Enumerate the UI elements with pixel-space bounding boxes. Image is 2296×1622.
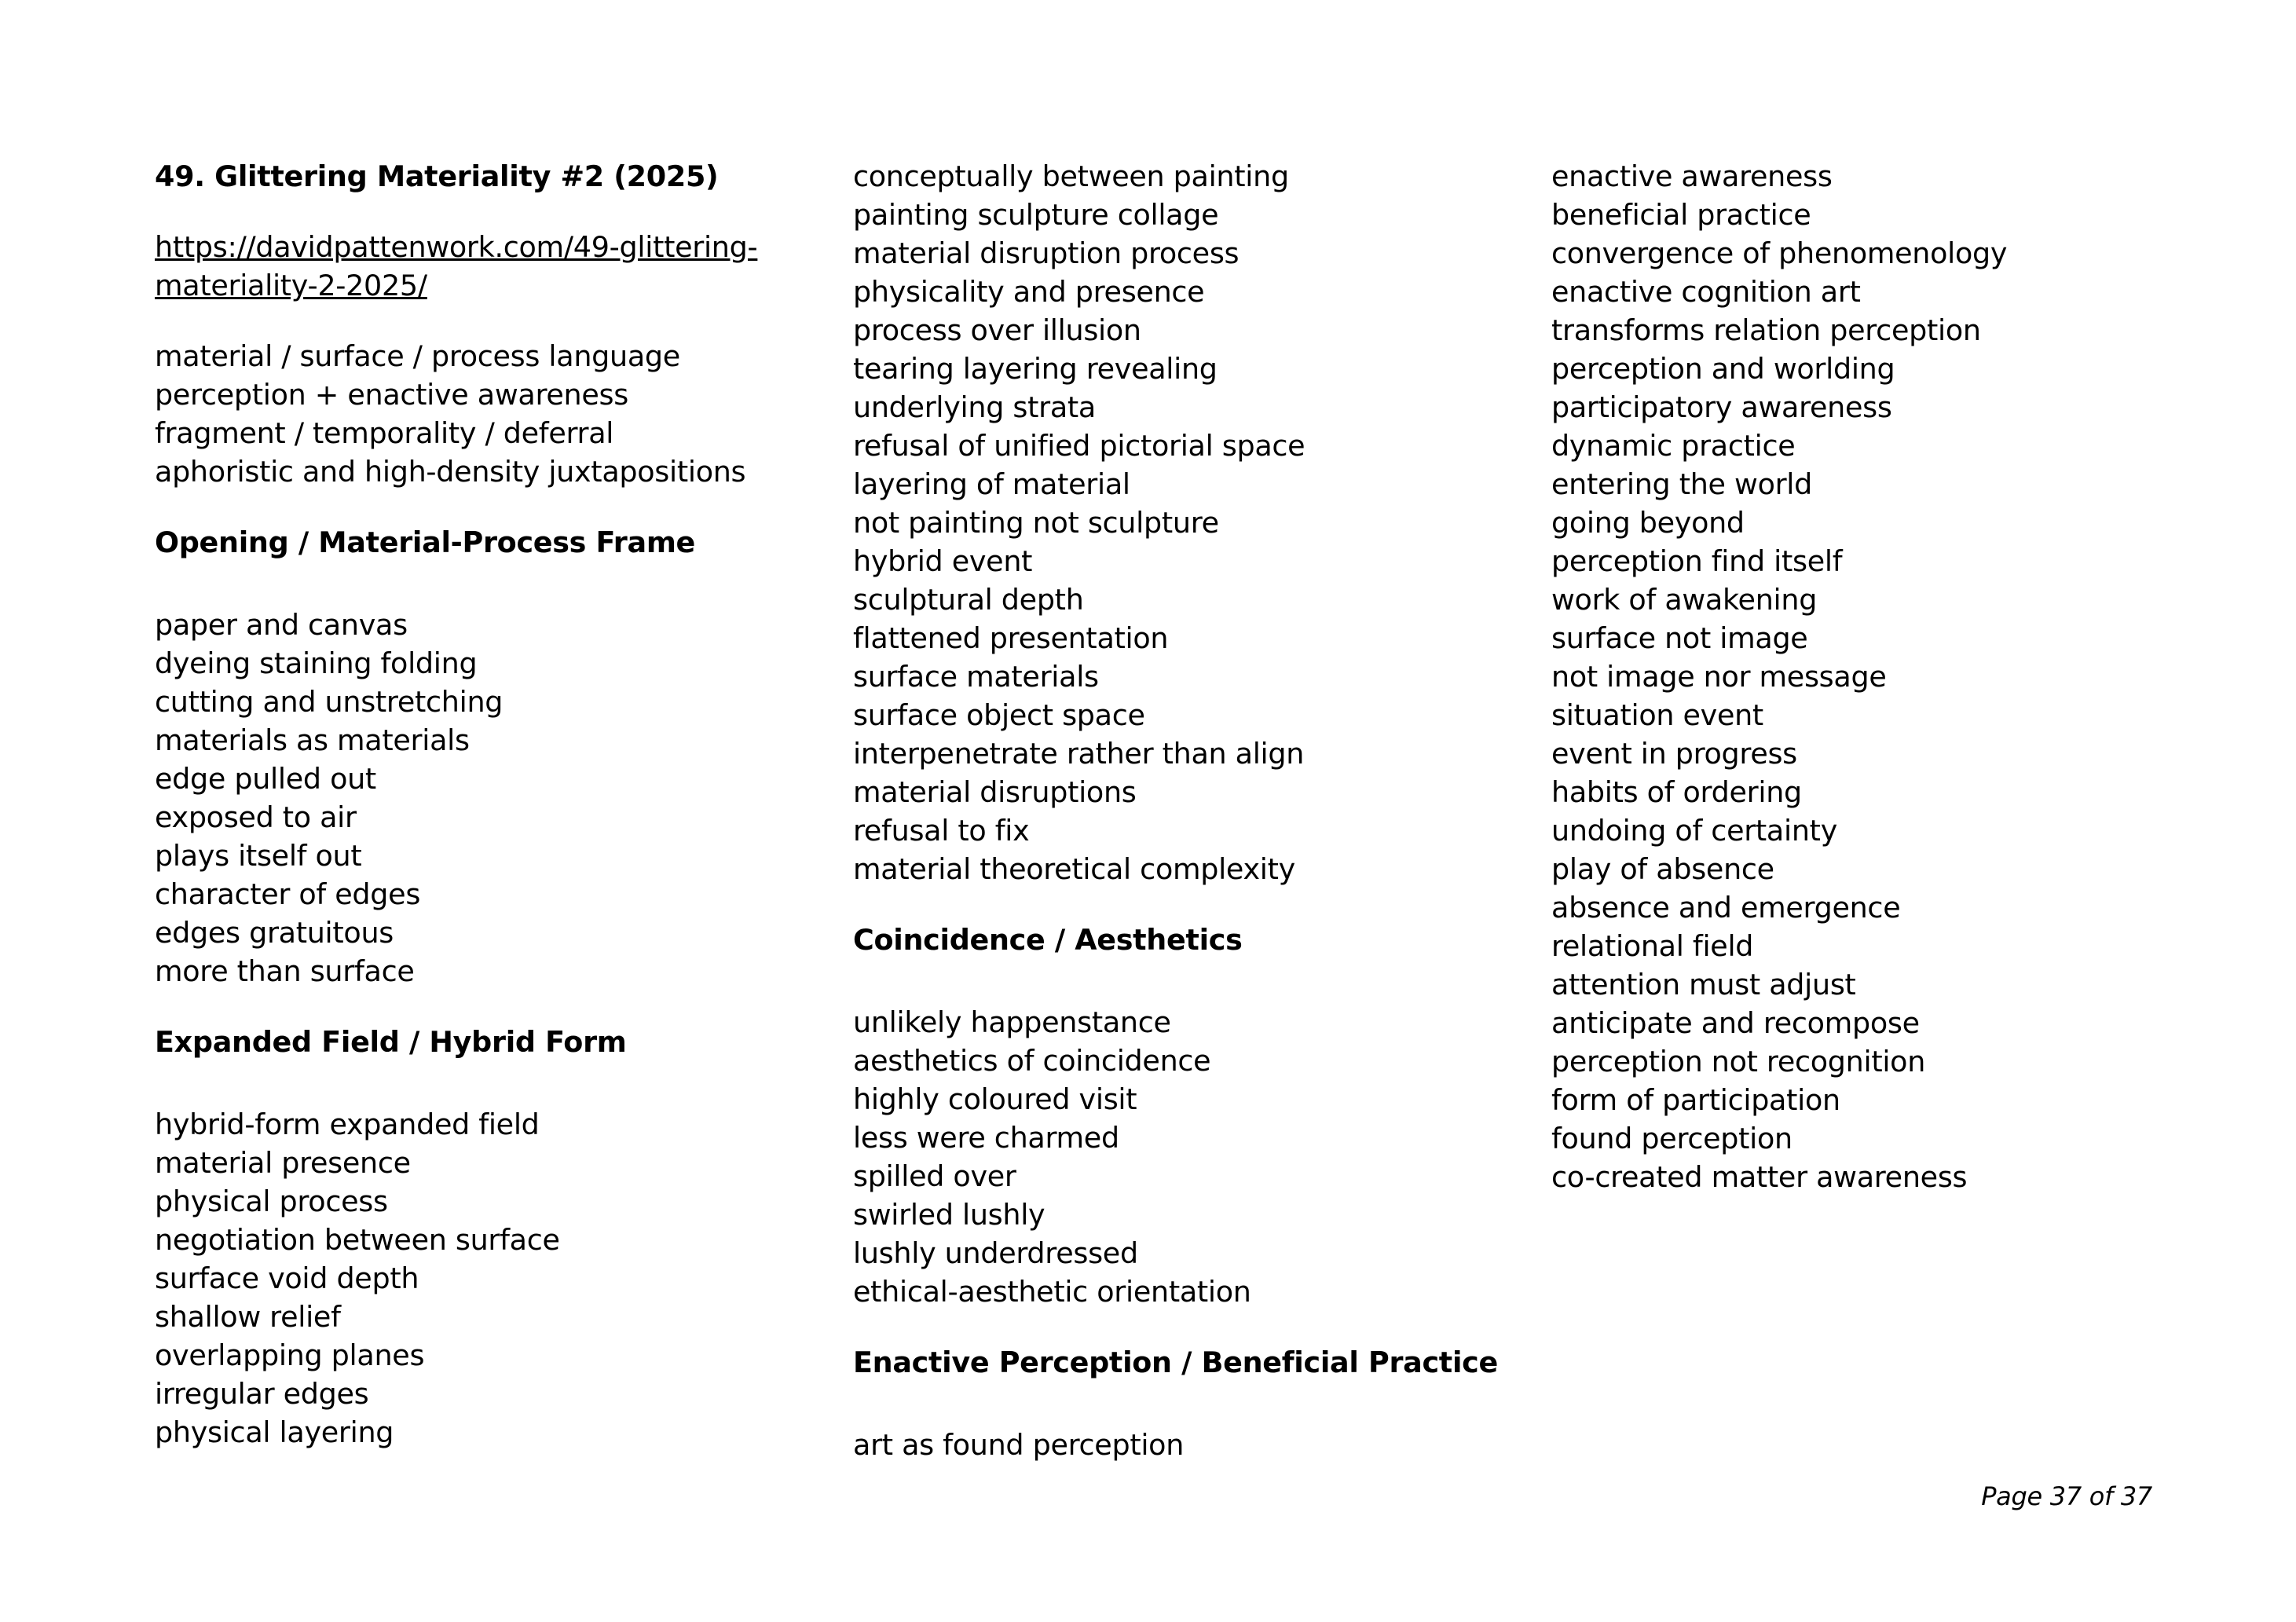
list-item: entering the world <box>1551 467 1813 501</box>
list-item: layering of material <box>853 467 1130 501</box>
list-item: aesthetics of coincidence <box>853 1044 1211 1078</box>
list-item: event in progress <box>1551 737 1797 771</box>
list-item: surface object space <box>853 698 1145 732</box>
list-item: exposed to air <box>155 800 357 834</box>
list-item: relational field <box>1551 929 1754 963</box>
list-item: hybrid event <box>853 544 1033 578</box>
list-item: swirled lushly <box>853 1198 1045 1232</box>
source-link-line-2[interactable]: materiality-2-2025/ <box>155 269 427 302</box>
list-item: transforms relation perception <box>1551 313 1981 347</box>
list-item: dynamic practice <box>1551 429 1796 463</box>
page-number: Page 37 of 37 <box>1981 1481 2152 1511</box>
list-item: edges gratuitous <box>155 916 394 950</box>
list-item: irregular edges <box>155 1377 369 1411</box>
list-item: material disruptions <box>853 775 1137 809</box>
column-1 <box>155 157 830 1452</box>
list-item: paper and canvas <box>155 608 408 642</box>
list-item: shallow relief <box>155 1300 341 1334</box>
section-heading-expanded-field: Expanded Field / Hybrid Form <box>155 1025 627 1059</box>
list-item: habits of ordering <box>1551 775 1802 809</box>
list-item: material disruption process <box>853 236 1240 270</box>
list-item: dyeing staining folding <box>155 646 478 680</box>
list-item: materials as materials <box>155 723 470 757</box>
list-item: beneficial practice <box>1551 198 1811 232</box>
intro-line: aphoristic and high-density juxtapositions <box>155 455 746 489</box>
list-item: perception and worlding <box>1551 352 1895 386</box>
column-3 <box>1551 157 2227 1196</box>
list-item: form of participation <box>1551 1083 1840 1117</box>
list-item: physical layering <box>155 1415 394 1449</box>
list-item: tearing layering revealing <box>853 352 1218 386</box>
list-item: surface materials <box>853 660 1099 694</box>
list-item: going beyond <box>1551 506 1745 540</box>
list-item: highly coloured visit <box>853 1082 1137 1116</box>
document-title: 49. Glittering Materiality #2 (2025) <box>155 159 719 193</box>
section-heading-opening: Opening / Material-Process Frame <box>155 525 696 559</box>
list-item: interpenetrate rather than align <box>853 737 1305 771</box>
list-item: ethical-aesthetic orientation <box>853 1275 1251 1309</box>
list-item: refusal of unified pictorial space <box>853 429 1305 463</box>
list-item: material theoretical complexity <box>853 852 1295 886</box>
intro-line: perception + enactive awareness <box>155 378 628 412</box>
list-item: physicality and presence <box>853 275 1205 309</box>
list-item: surface void depth <box>155 1261 419 1295</box>
list-item: undoing of certainty <box>1551 814 1837 848</box>
list-item: more than surface <box>155 954 415 988</box>
list-item: work of awakening <box>1551 583 1818 617</box>
list-item: unlikely happenstance <box>853 1005 1171 1039</box>
list-item: process over illusion <box>853 313 1141 347</box>
list-item: attention must adjust <box>1551 968 1856 1001</box>
list-item: surface not image <box>1551 621 1808 655</box>
list-item: anticipate and recompose <box>1551 1006 1920 1040</box>
list-item: enactive cognition art <box>1551 275 1861 309</box>
list-item: lushly underdressed <box>853 1236 1138 1270</box>
list-item: character of edges <box>155 877 421 911</box>
list-item: cutting and unstretching <box>155 685 504 719</box>
list-item: co-created matter awareness <box>1551 1160 1968 1194</box>
list-item: found perception <box>1551 1122 1792 1155</box>
list-item: enactive awareness <box>1551 159 1833 193</box>
section-heading-coincidence: Coincidence / Aesthetics <box>853 923 1243 957</box>
section-heading-enactive-perception: Enactive Perception / Beneficial Practice <box>853 1346 1498 1379</box>
list-item: perception find itself <box>1551 544 1843 578</box>
list-item: convergence of phenomenology <box>1551 236 2008 270</box>
list-item: not painting not sculpture <box>853 506 1219 540</box>
intro-line: fragment / temporality / deferral <box>155 416 614 450</box>
list-item: not image nor message <box>1551 660 1887 694</box>
list-item: overlapping planes <box>155 1338 425 1372</box>
source-link-line-1[interactable]: https://davidpattenwork.com/49-glittering- <box>155 230 758 264</box>
list-item: spilled over <box>853 1159 1016 1193</box>
list-item: absence and emergence <box>1551 891 1901 925</box>
list-item: physical process <box>155 1184 388 1218</box>
list-item: material presence <box>155 1146 411 1180</box>
list-item: participatory awareness <box>1551 390 1892 424</box>
list-item: situation event <box>1551 698 1763 732</box>
list-item: negotiation between surface <box>155 1223 560 1257</box>
column-2 <box>853 157 1529 1464</box>
list-item: perception not recognition <box>1551 1045 1926 1078</box>
list-item: less were charmed <box>853 1121 1119 1155</box>
list-item: art as found perception <box>853 1428 1185 1462</box>
list-item: flattened presentation <box>853 621 1169 655</box>
list-item: painting sculpture collage <box>853 198 1219 232</box>
list-item: underlying strata <box>853 390 1096 424</box>
list-item: edge pulled out <box>155 762 376 796</box>
list-item: hybrid-form expanded field <box>155 1108 540 1141</box>
list-item: play of absence <box>1551 852 1774 886</box>
list-item: plays itself out <box>155 839 362 873</box>
list-item: refusal to fix <box>853 814 1030 848</box>
list-item: conceptually between painting <box>853 159 1289 193</box>
intro-line: material / surface / process language <box>155 339 680 373</box>
list-item: sculptural depth <box>853 583 1084 617</box>
